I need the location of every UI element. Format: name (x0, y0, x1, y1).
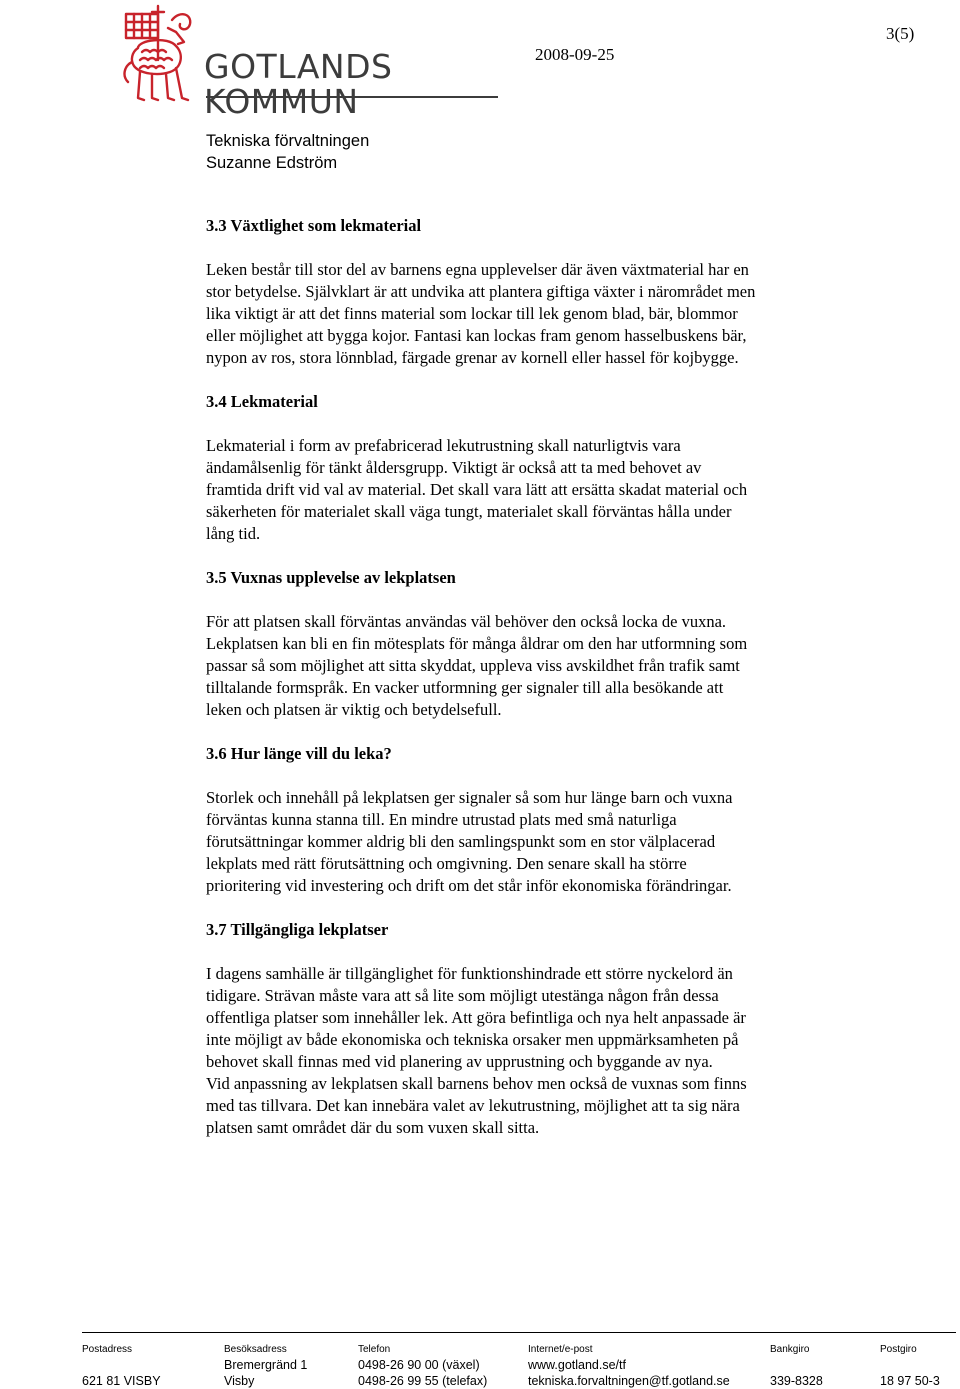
ram-emblem-icon (118, 2, 208, 114)
footer-telefon-line1: 0498-26 90 00 (växel) (358, 1358, 480, 1372)
footer-postgiro-value: 18 97 50-3 (880, 1374, 940, 1388)
section-paragraph: För att platsen skall förväntas användas väl behöver den också locka de vuxna. Lekplatsen kan bli en fin mötesplats för många åldrar om den har utformning som passar så som möjlighet att sitta skyddat, uppleva viss avskildhet från trafik samt tilltalande formspråk. En vacker utformning ger signaler till alla besökande att leken och platsen är viktig och betydelsefull. (206, 612, 748, 719)
footer-divider (82, 1332, 956, 1333)
page-footer (0, 1332, 960, 1389)
logo-text-gotlands: GOTLANDS (204, 47, 393, 86)
logo-text-kommun: KOMMUN (204, 82, 359, 121)
document-body (206, 215, 846, 1161)
footer-postadress-label: Postadress (82, 1344, 133, 1355)
author-name: Suzanne Edström (206, 154, 338, 172)
section-paragraph: Storlek och innehåll på lekplatsen ger signaler så som hur länge barn och vuxna förväntas kunna stanna till. En mindre utrustad plats med små naturliga förutsättningar kommer aldrig bli den samlingspunkt som en stor välplacerad lekplats med rätt förutsättning och omgivning. Den senare skall ha större prioritering vid investering och drift om det står inför ekonomiska förändringar. (206, 788, 733, 895)
footer-telefon-label: Telefon (358, 1344, 391, 1355)
footer-besoksadress-label: Besöksadress (224, 1344, 287, 1355)
footer-email-link[interactable]: tekniska.forvaltningen@tf.gotland.se (528, 1374, 730, 1388)
section-paragraph: Lekmaterial i form av prefabricerad lekutrustning skall naturligtvis vara ändamålsenlig för tänkt åldersgrupp. Viktigt är också att ta med behovet av framtida drift vid val av material. Det skall vara lätt att ersätta skadat material och säkerheten för materialet skall väga tungt, materialet skall förväntas hålla under lång tid. (206, 436, 748, 543)
footer-bankgiro-value: 339-8328 (770, 1374, 823, 1388)
section-heading: 3.5 Vuxnas upplevelse av lekplatsen (206, 568, 456, 587)
section-heading: 3.6 Hur länge vill du leka? (206, 744, 392, 763)
organization-block (206, 130, 369, 174)
footer-besoksadress-line2: Visby (224, 1374, 255, 1388)
footer-besoksadress-line1: Bremergränd 1 (224, 1358, 308, 1372)
section-heading: 3.7 Tillgängliga lekplatser (206, 920, 389, 939)
document-date: 2008-09-25 (535, 45, 615, 64)
section-heading: 3.4 Lekmaterial (206, 392, 318, 411)
gotlands-kommun-logo (118, 2, 408, 120)
section-heading: 3.3 Växtlighet som lekmaterial (206, 216, 422, 235)
page-number: 3(5) (886, 24, 915, 43)
footer-telefon-line2: 0498-26 99 55 (telefax) (358, 1374, 488, 1388)
section-paragraph: I dagens samhälle är tillgänglighet för funktionshindrade ett större nyckelord än tidigare. Strävan måste vara att så lite som möjligt utestänga någon från dessa offentliga platser som innehåller lek. Att göra befintliga och nya helt anpassade är inte möjligt av både ekonomiska och tekniska orsaker men uppmärksamheten på behovet skall finnas med vid planering av upprustning och byggande av nya. Vid anpassning av lekplatsen skall barnens behov men också de vuxnas som finns med tas tillvara. Det kan innebära valet av lekutrustning, möjlighet att ta sig nära platsen samt området där du som vuxen skall sitta. (206, 964, 747, 1137)
footer-website-link[interactable]: www.gotland.se/tf (528, 1358, 626, 1372)
department-name: Tekniska förvaltningen (206, 132, 370, 150)
footer-bankgiro-label: Bankgiro (770, 1344, 810, 1355)
footer-postgiro-label: Postgiro (880, 1344, 917, 1355)
section-paragraph: Leken består till stor del av barnens egna upplevelser där även växtmaterial har en stor betydelse. Självklart är att undvika att plantera giftiga växter i närområdet men lika viktigt är att det finns material som lockar till lek genom blad, bär, blommor eller möjlighet att bygga kojor. Fantasi kan lockas fram genom hasselbuskens bär, nypon av ros, stora lönnblad, färgade grenar av kornell eller hassel för kojbygge. (206, 260, 756, 367)
footer-postadress-value: 621 81 VISBY (82, 1374, 161, 1388)
footer-internet-label: Internet/e-post (528, 1344, 593, 1355)
